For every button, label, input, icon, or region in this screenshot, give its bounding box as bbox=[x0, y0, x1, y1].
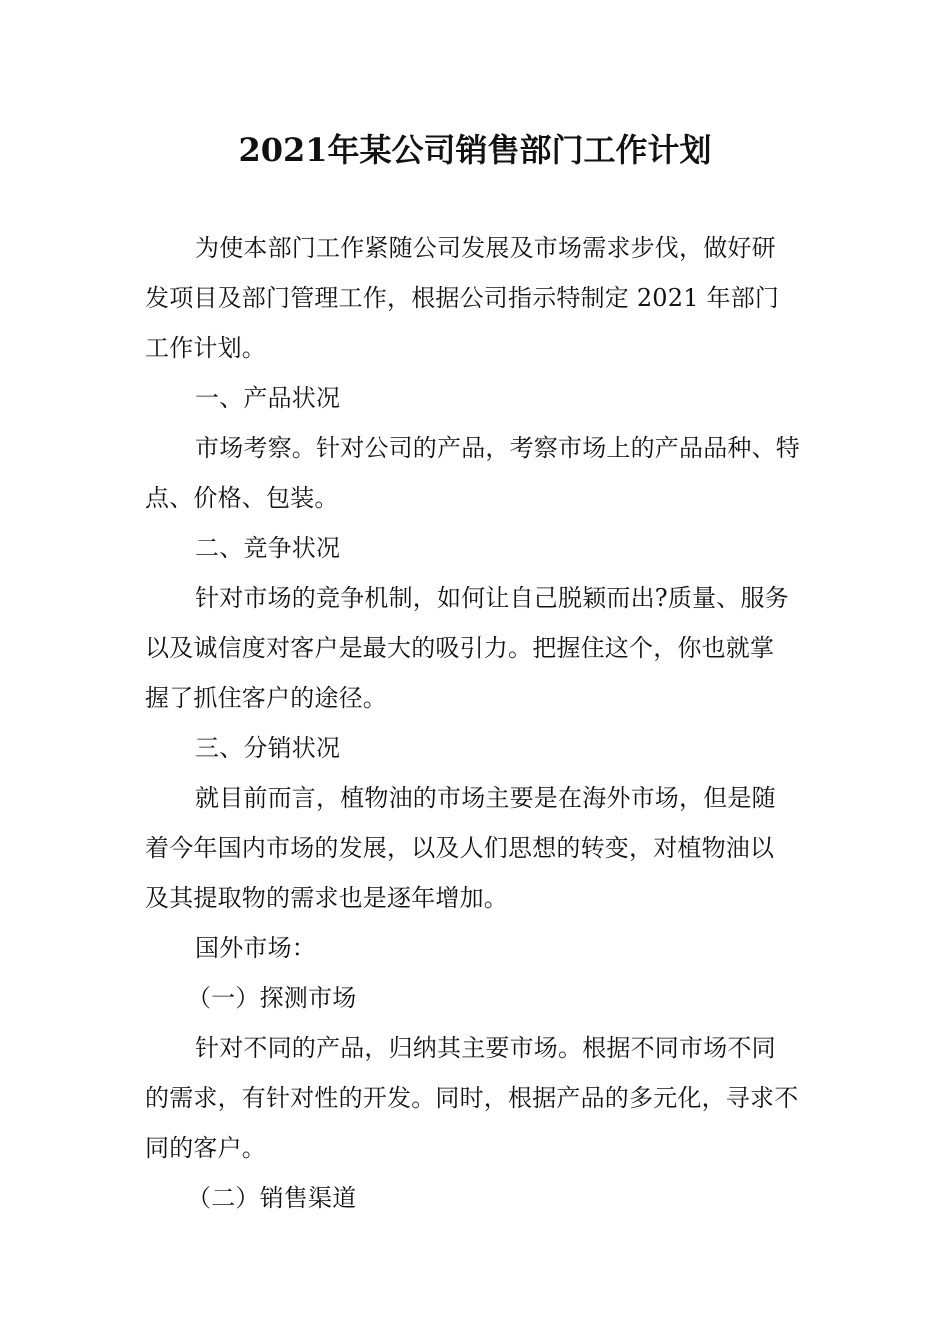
paragraph-line: 为使本部门工作紧随公司发展及市场需求步伐，做好研 bbox=[195, 234, 776, 262]
subsection-heading: 国外市场： bbox=[195, 934, 316, 962]
paragraph-line: 针对市场的竞争机制，如何让自己脱颖而出?质量、服务 bbox=[195, 584, 789, 612]
paragraph-line: 以及诚信度对客户是最大的吸引力。把握住这个，你也就掌 bbox=[145, 634, 775, 662]
section-heading: 二、竞争状况 bbox=[195, 534, 341, 562]
paragraph-line: 点、价格、包装。 bbox=[145, 484, 339, 512]
paragraph-line: 市场考察。针对公司的产品，考察市场上的产品品种、特 bbox=[195, 434, 800, 462]
paragraph-line: 针对不同的产品，归纳其主要市场。根据不同市场不同 bbox=[195, 1034, 776, 1062]
paragraph-line: 工作计划。 bbox=[145, 334, 266, 362]
paragraph-line: 的需求，有针对性的开发。同时，根据产品的多元化，寻求不 bbox=[145, 1084, 799, 1112]
paragraph-line: 就目前而言，植物油的市场主要是在海外市场，但是随 bbox=[195, 784, 776, 812]
paragraph-line: 着今年国内市场的发展，以及人们思想的转变，对植物油以 bbox=[145, 834, 775, 862]
document-title: 2021年某公司销售部门工作计划 bbox=[238, 131, 712, 169]
paragraph-line: 握了抓住客户的途径。 bbox=[145, 684, 387, 712]
paragraph-line: 同的客户。 bbox=[145, 1134, 266, 1162]
section-heading: 三、分销状况 bbox=[195, 734, 341, 762]
subsection-heading: （一）探测市场 bbox=[187, 984, 357, 1012]
paragraph-line: 及其提取物的需求也是逐年增加。 bbox=[145, 884, 508, 912]
section-heading: 一、产品状况 bbox=[195, 384, 341, 412]
paragraph-line: 发项目及部门管理工作，根据公司指示特制定 2021 年部门 bbox=[145, 284, 780, 312]
subsection-heading: （二）销售渠道 bbox=[187, 1184, 357, 1212]
